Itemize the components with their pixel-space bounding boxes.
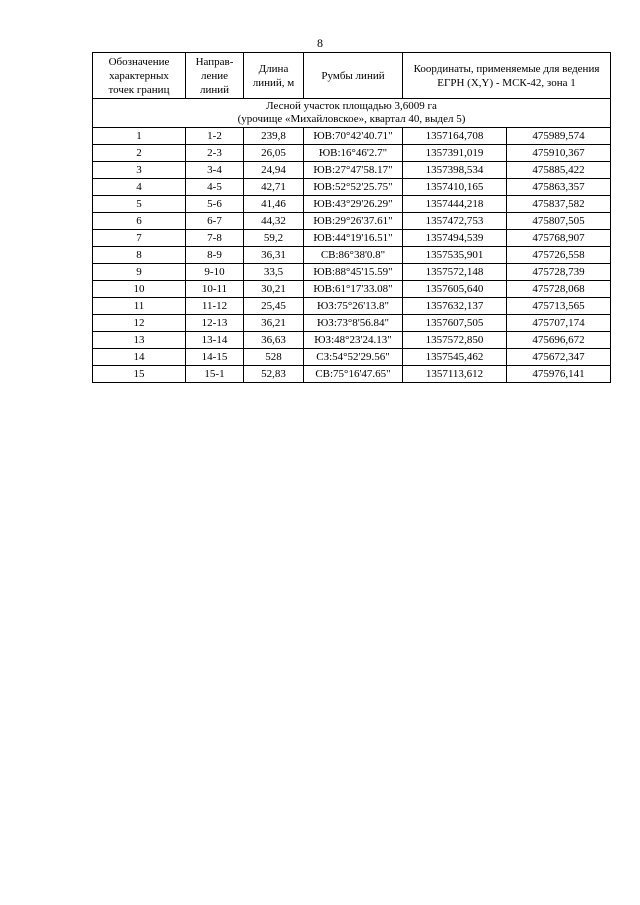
cell-point: 15: [93, 366, 186, 383]
cell-direction: 7-8: [186, 230, 244, 247]
header-point: Обозначение характерных точек границ: [93, 53, 186, 99]
header-row: [93, 53, 611, 99]
cell-x: 1357632,137: [403, 298, 507, 315]
cell-x: 1357472,753: [403, 213, 507, 230]
cell-x: 1357398,534: [403, 162, 507, 179]
table-row: [93, 281, 611, 298]
cell-y: 475976,141: [507, 366, 611, 383]
cell-bearing: ЮВ:29°26'37.61": [304, 213, 403, 230]
cell-length: 239,8: [244, 128, 304, 145]
cell-length: 24,94: [244, 162, 304, 179]
cell-length: 41,46: [244, 196, 304, 213]
cell-direction: 12-13: [186, 315, 244, 332]
table-row: [93, 264, 611, 281]
cell-y: 475807,505: [507, 213, 611, 230]
cell-length: 30,21: [244, 281, 304, 298]
cell-x: 1357572,148: [403, 264, 507, 281]
cell-y: 475885,422: [507, 162, 611, 179]
cell-y: 475910,367: [507, 145, 611, 162]
cell-direction: 3-4: [186, 162, 244, 179]
table-row: [93, 366, 611, 383]
table-row: [93, 349, 611, 366]
cell-point: 2: [93, 145, 186, 162]
cell-y: 475713,565: [507, 298, 611, 315]
cell-x: 1357545,462: [403, 349, 507, 366]
section-row: [93, 99, 611, 128]
cell-x: 1357572,850: [403, 332, 507, 349]
cell-length: 36,31: [244, 247, 304, 264]
table-row: [93, 196, 611, 213]
cell-point: 3: [93, 162, 186, 179]
table-row: [93, 213, 611, 230]
section-title-line1: Лесной участок площадью 3,6009 га: [266, 100, 437, 112]
cell-bearing: ЮВ:44°19'16.51": [304, 230, 403, 247]
cell-point: 4: [93, 179, 186, 196]
cell-y: 475672,347: [507, 349, 611, 366]
cell-x: 1357410,165: [403, 179, 507, 196]
cell-point: 1: [93, 128, 186, 145]
cell-point: 9: [93, 264, 186, 281]
cell-bearing: СВ:75°16'47.65": [304, 366, 403, 383]
header-direction: Направ-ление линий: [186, 53, 244, 99]
cell-point: 6: [93, 213, 186, 230]
cell-direction: 13-14: [186, 332, 244, 349]
cell-y: 475837,582: [507, 196, 611, 213]
section-title: [93, 99, 611, 128]
table-row: [93, 179, 611, 196]
cell-length: 42,71: [244, 179, 304, 196]
cell-direction: 14-15: [186, 349, 244, 366]
header-coordinates: Координаты, применяемые для ведения ЕГРН (X,Y) - МСК-42, зона 1: [403, 53, 611, 99]
cell-length: 52,83: [244, 366, 304, 383]
cell-bearing: СЗ:54°52'29.56": [304, 349, 403, 366]
cell-bearing: СВ:86°38'0.8": [304, 247, 403, 264]
cell-length: 36,63: [244, 332, 304, 349]
cell-bearing: ЮВ:16°46'2.7": [304, 145, 403, 162]
cell-y: 475989,574: [507, 128, 611, 145]
page-number: 8: [317, 36, 323, 50]
table-row: [93, 230, 611, 247]
cell-bearing: ЮВ:88°45'15.59": [304, 264, 403, 281]
cell-length: 33,5: [244, 264, 304, 281]
table-row: [93, 315, 611, 332]
cell-point: 14: [93, 349, 186, 366]
cell-direction: 10-11: [186, 281, 244, 298]
cell-point: 12: [93, 315, 186, 332]
cell-y: 475728,068: [507, 281, 611, 298]
cell-bearing: ЮВ:27°47'58.17": [304, 162, 403, 179]
cell-bearing: ЮВ:43°29'26.29": [304, 196, 403, 213]
header-length: Длина линий, м: [244, 53, 304, 99]
cell-y: 475863,357: [507, 179, 611, 196]
cell-x: 1357494,539: [403, 230, 507, 247]
cell-y: 475726,558: [507, 247, 611, 264]
cell-direction: 11-12: [186, 298, 244, 315]
table-row: [93, 332, 611, 349]
cell-length: 25,45: [244, 298, 304, 315]
cell-direction: 15-1: [186, 366, 244, 383]
cell-bearing: ЮЗ:75°26'13.8": [304, 298, 403, 315]
cell-y: 475768,907: [507, 230, 611, 247]
cell-direction: 2-3: [186, 145, 244, 162]
cell-length: 36,21: [244, 315, 304, 332]
cell-bearing: ЮЗ:48°23'24.13": [304, 332, 403, 349]
table-row: [93, 162, 611, 179]
cell-x: 1357391,019: [403, 145, 507, 162]
cell-x: 1357164,708: [403, 128, 507, 145]
boundary-coordinates-table: [92, 52, 611, 383]
section-title-line2: (урочище «Михайловское», квартал 40, выдел 5): [237, 113, 466, 125]
table-row: [93, 247, 611, 264]
cell-x: 1357605,640: [403, 281, 507, 298]
table-row: [93, 128, 611, 145]
cell-bearing: ЮВ:52°52'25.75": [304, 179, 403, 196]
header-bearing: Румбы линий: [304, 53, 403, 99]
cell-y: 475696,672: [507, 332, 611, 349]
cell-length: 44,32: [244, 213, 304, 230]
cell-bearing: ЮЗ:73°8'56.84": [304, 315, 403, 332]
cell-point: 13: [93, 332, 186, 349]
cell-direction: 1-2: [186, 128, 244, 145]
cell-point: 7: [93, 230, 186, 247]
cell-point: 8: [93, 247, 186, 264]
cell-point: 5: [93, 196, 186, 213]
cell-length: 59,2: [244, 230, 304, 247]
cell-y: 475707,174: [507, 315, 611, 332]
cell-direction: 4-5: [186, 179, 244, 196]
cell-direction: 6-7: [186, 213, 244, 230]
cell-y: 475728,739: [507, 264, 611, 281]
table-row: [93, 298, 611, 315]
cell-x: 1357607,505: [403, 315, 507, 332]
cell-x: 1357113,612: [403, 366, 507, 383]
cell-x: 1357535,901: [403, 247, 507, 264]
cell-x: 1357444,218: [403, 196, 507, 213]
table-row: [93, 145, 611, 162]
cell-length: 528: [244, 349, 304, 366]
cell-point: 10: [93, 281, 186, 298]
cell-bearing: ЮВ:70°42'40.71": [304, 128, 403, 145]
cell-point: 11: [93, 298, 186, 315]
cell-bearing: ЮВ:61°17'33.08": [304, 281, 403, 298]
cell-direction: 9-10: [186, 264, 244, 281]
cell-direction: 5-6: [186, 196, 244, 213]
cell-length: 26,05: [244, 145, 304, 162]
cell-direction: 8-9: [186, 247, 244, 264]
